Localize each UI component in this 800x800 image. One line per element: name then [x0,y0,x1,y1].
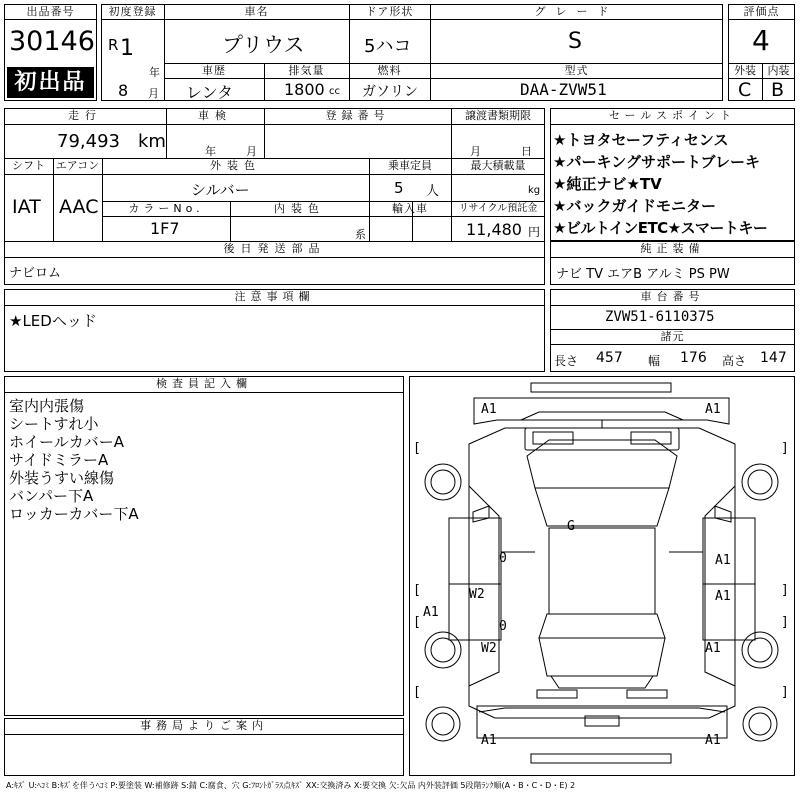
era: R [108,36,119,54]
bracket-mark: [ [413,615,421,630]
inspector-note: ロッカーカバー下A [9,505,139,523]
interior-label: 内装 [767,64,790,77]
door-label: ドア形状 [365,5,414,18]
damage-mark: G [567,519,575,534]
month-unit: 月 [148,87,159,100]
mileage-label: 走行 [68,109,102,122]
length-label: 長さ [554,354,579,368]
lot-number: 30146 [9,26,95,57]
exterior-label: 外装 [734,64,756,77]
height-label: 高さ [722,354,747,368]
ac: AAC [59,196,99,218]
load-unit: kg [528,185,541,196]
score: 4 [752,24,770,57]
inspector-note: 外装うすい線傷 [9,469,115,487]
damage-mark: W2 [481,641,497,656]
damage-mark: A1 [705,733,721,748]
displacement: 1800 [284,80,325,99]
bracket-mark: ] [781,685,789,700]
genuine-equipment: ナビ TV エアB アルミ PS PW [556,267,730,282]
office-title: 事務局よりご案内 [140,719,268,732]
width-label: 幅 [648,354,661,368]
bracket-mark: ] [781,441,789,456]
dimensions-title: 諸元 [660,330,685,343]
chassis-title: 車台番号 [640,290,705,303]
year-unit: 年 [149,66,160,79]
length: 457 [596,350,623,366]
fuel-label: 燃料 [377,64,402,77]
inspection-label: 車検 [198,109,232,122]
transfer-label: 譲渡書類期限 [465,109,531,122]
sales-point: ★ビルトインETC★スマートキー [553,219,768,237]
interior-color-label: 内装色 [274,202,325,215]
sales-point: ★トヨタセーフティセンス [553,131,729,149]
car-diagram [409,376,795,776]
damage-mark: A1 [423,605,439,620]
first-listing-badge: 初出品 [7,67,94,98]
colorno-label: カラーNo. [128,202,204,215]
inspector-note: シートすれ小 [9,415,99,433]
import-label: 輸入車 [392,202,428,215]
bracket-mark: ] [781,615,789,630]
inspection-year-unit: 年 [205,145,216,158]
grade-label: グレード [534,5,619,18]
damage-mark: A1 [705,641,721,656]
inspector-title: 検査員記入欄 [156,377,252,390]
interior-grade: B [771,79,785,101]
history-label: 車歴 [202,64,226,77]
height: 147 [760,350,787,366]
ac-label: エアコン [55,159,100,172]
later-parts-label: 後日発送部品 [223,242,326,255]
mileage-unit: km [138,131,166,152]
damage-mark: A1 [481,733,497,748]
recycle-fee: 11,480 [466,220,522,239]
car-name-label: 車名 [244,5,269,18]
color: シルバー [191,181,250,199]
interior-color-unit: 系 [355,228,366,241]
model-label: 型式 [564,64,589,77]
shift: IAT [12,196,41,218]
load-label: 最大積載量 [470,159,526,172]
score-label: 評価点 [743,5,780,18]
seats-label: 乗車定員 [388,159,432,172]
sales-point: ★純正ナビ★TV [553,175,662,193]
genuine-equipment-title: 純正装備 [640,242,705,255]
notes-text: ★LEDヘッド [9,312,97,330]
bracket-mark: [ [413,685,421,700]
inspector-note: バンパー下A [9,487,94,505]
shift-label: シフト [12,159,45,172]
lot-label: 出品番号 [26,5,75,18]
chassis-number: ZVW51-6110375 [605,309,715,325]
damage-mark: 0 [499,551,507,566]
damage-mark: A1 [705,402,721,417]
color-number: 1F7 [150,219,180,238]
displacement-label: 排気量 [288,64,325,77]
sales-points-title: セールスポイント [608,109,736,122]
damage-mark: A1 [715,553,731,568]
bracket-mark: [ [413,441,421,456]
bracket-mark: [ [413,583,421,598]
inspector-note: 室内内張傷 [9,397,85,415]
inspector-note: サイドミラーA [9,451,109,469]
legend: A:ｷｽﾞ U:ﾍｺﾐ B:ｷｽﾞを伴うﾍｺﾐ P:要塗装 W:補修跡 S:錆 C:腐食、穴 G:ﾌﾛﾝﾄｶﾞﾗｽ点ｷｽﾞ XX:交換済み X:要交換 欠:欠品 内外装評価 5段階ﾗﾝｸ順(A・B・C・D・E) 2 [6,781,576,790]
width: 176 [680,350,707,366]
car-name: プリウス [222,33,305,57]
first-reg-label: 初度登録 [108,5,157,18]
seats-unit: 人 [426,184,440,199]
transfer-day-unit: 日 [521,145,532,158]
damage-mark: A1 [715,589,731,604]
damage-mark: W2 [469,587,485,602]
exterior-grade: C [738,79,752,101]
seats: 5 [394,179,404,197]
mileage: 79,493 [57,131,120,152]
model-code: DAA-ZVW51 [520,80,607,99]
color-label: 外装色 [210,159,261,172]
transfer-month-unit: 月 [470,145,481,158]
inspection-month-unit: 月 [246,145,257,158]
sales-point: ★パーキングサポートブレーキ [553,153,760,171]
grade: S [568,29,582,54]
inspector-note: ホイールカバーA [9,433,124,451]
history: レンタ [186,83,233,102]
damage-mark: 0 [499,619,507,634]
displacement-unit: cc [329,86,340,97]
reg-month: 8 [118,81,129,100]
reg-year: 1 [120,36,134,61]
door-type: 5ハコ [364,36,412,57]
fuel: ガソリン [362,84,418,100]
bracket-mark: ] [781,583,789,598]
recycle-label: リサイクル預託金 [458,203,538,214]
later-parts: ナビロム [9,266,62,281]
damage-mark: A1 [481,402,497,417]
sales-point: ★バックガイドモニター [553,197,716,215]
notes-title: 注意事項欄 [234,290,315,303]
recycle-unit: 円 [528,225,541,239]
regno-label: 登録番号 [325,109,390,122]
